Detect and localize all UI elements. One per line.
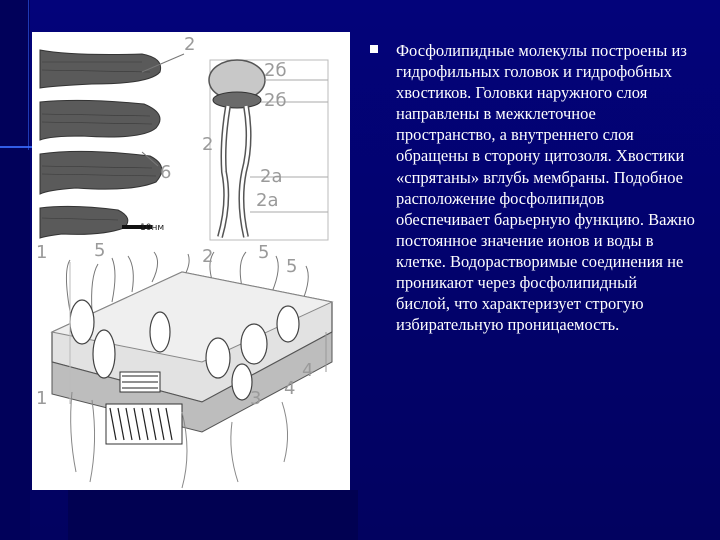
phospholipid-molecule <box>209 60 328 240</box>
text-block <box>370 40 695 335</box>
figure-label: 2б <box>264 90 287 111</box>
figure-label: 2 <box>184 34 196 55</box>
figure-label: 1 <box>36 388 48 409</box>
figure-label: 2б <box>264 60 287 81</box>
decorative-shadow <box>68 490 358 540</box>
decorative-band <box>0 0 30 540</box>
scale-bar-label: 10нм <box>140 223 165 233</box>
figure-label: 2а <box>256 190 279 211</box>
decorative-line-vertical <box>28 0 29 150</box>
figure-label: 5 <box>258 242 270 263</box>
membrane-illustration <box>32 32 350 490</box>
figure-label: 4 <box>284 378 296 399</box>
body-text: Фосфолипидные молекулы построены из гидрофильных головок и гидрофобных хвостиков. Головки наружного слоя направлены в межклеточное пространство, а внутреннего слоя обращены в сторону цитозоля. Хвостики «спрятаны» вглубь мембраны. Подобное расположение фосфолипидов обеспечивает барьерную функцию. Важно постоянное значение ионов и воды в клетке. Водорастворимые соединения не проникают через фосфолипидный бислой, что характеризует строгую избирательную проницаемость. <box>396 41 695 335</box>
decorative-line-horizontal <box>0 146 32 148</box>
figure-label: 3 <box>250 388 262 409</box>
figure-label: 2 <box>202 246 214 267</box>
figure-label: 2а <box>260 166 283 187</box>
figure-label: 5 <box>286 256 298 277</box>
membrane-diagram-svg <box>32 32 350 490</box>
micrograph-panel <box>38 44 188 239</box>
figure-label: 1 <box>36 242 48 263</box>
figure-label: 6 <box>160 162 172 183</box>
square-bullet-icon <box>370 45 378 53</box>
membrane-bilayer-block <box>52 252 332 488</box>
figure-label: 2 <box>202 134 214 155</box>
figure-label: 5 <box>94 240 106 261</box>
figure-label: 4 <box>302 360 314 381</box>
